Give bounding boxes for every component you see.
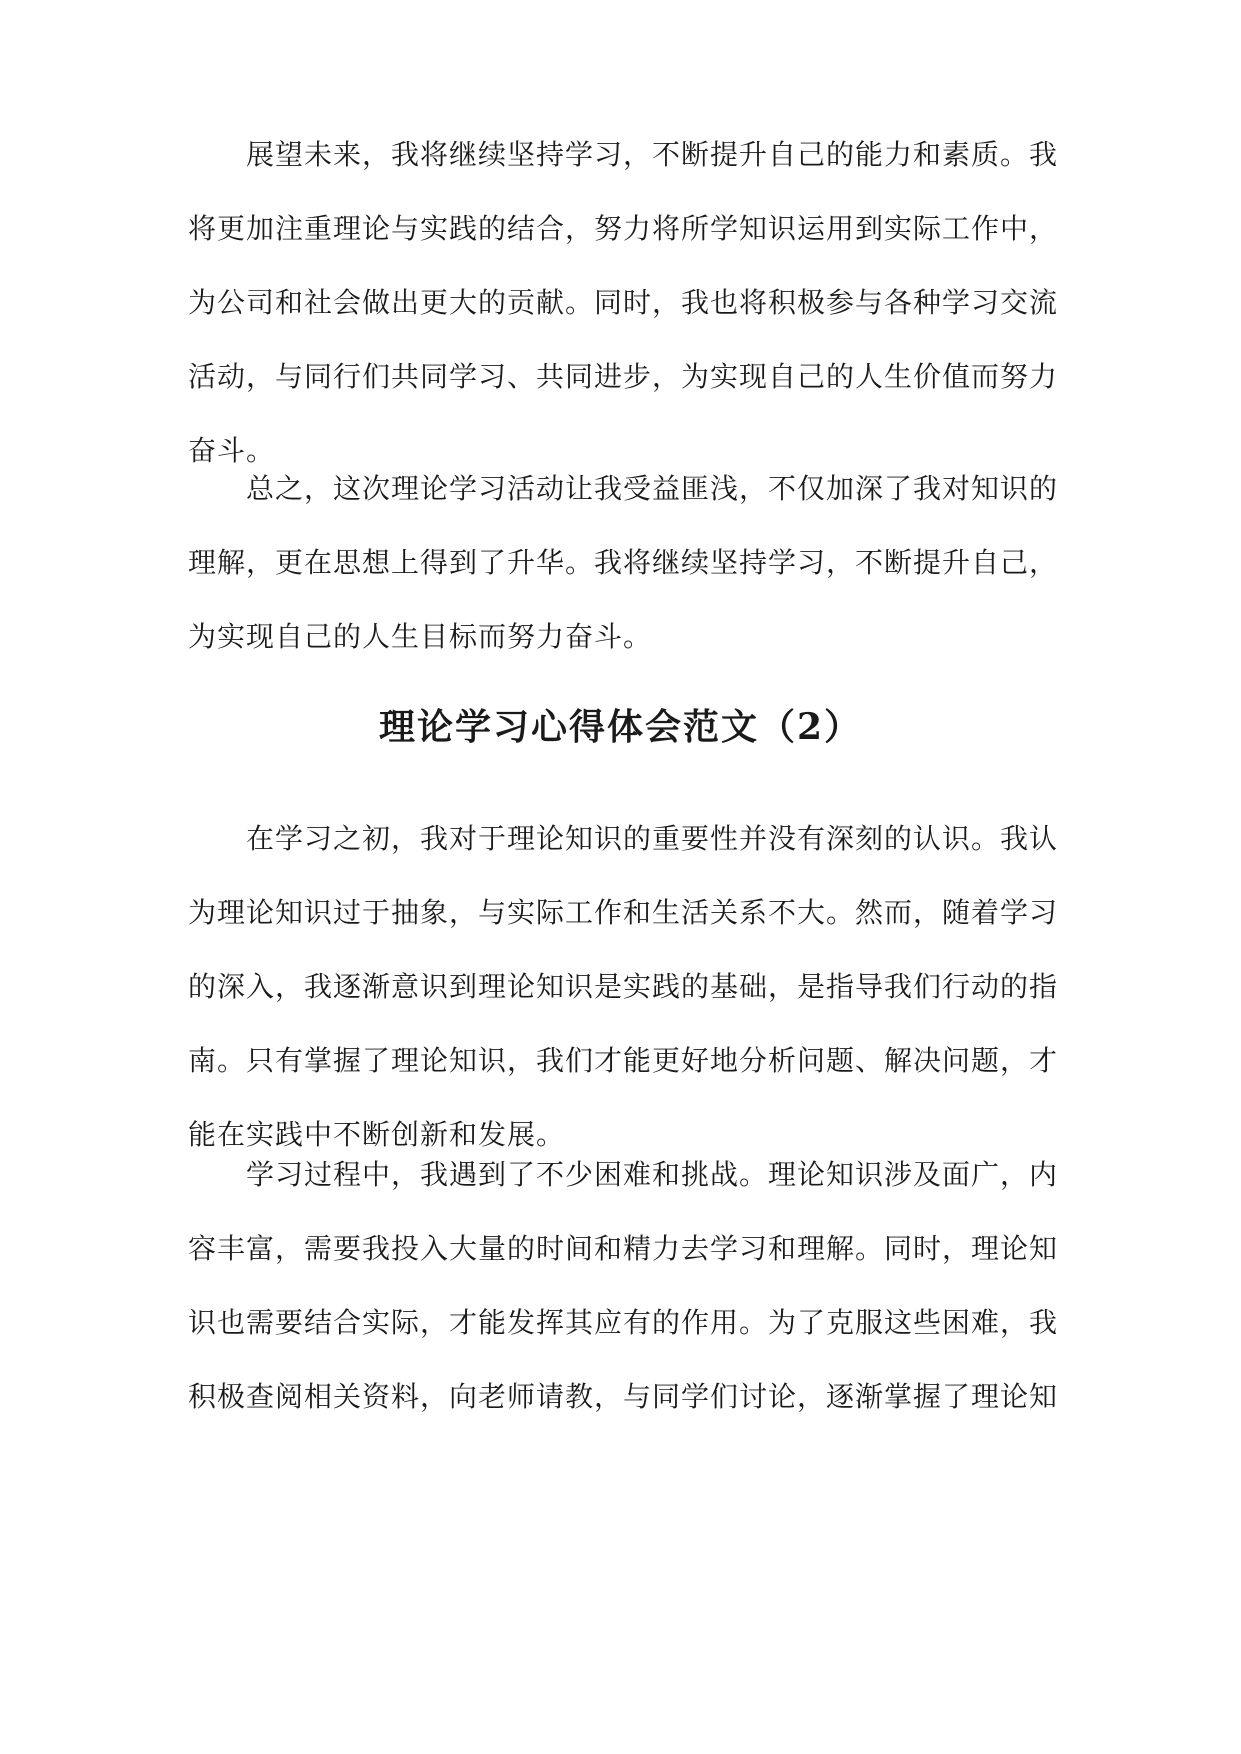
text-line: 为实现自己的人生目标而努力奋斗。 [188, 620, 653, 653]
text-line: 活动，与同行们共同学习、共同进步，为实现自己的人生价值而努力 [188, 360, 1059, 393]
text-line: 积极查阅相关资料，向老师请教，与同学们讨论，逐渐掌握了理论知 [188, 1380, 1059, 1413]
text-line: 的深入，我逐渐意识到理论知识是实践的基础，是指导我们行动的指 [188, 970, 1059, 1003]
text-line: 南。只有掌握了理论知识，我们才能更好地分析问题、解决问题，才 [188, 1044, 1059, 1077]
text-line: 理解，更在思想上得到了升华。我将继续坚持学习，不断提升自己， [188, 546, 1059, 579]
text-line: 为公司和社会做出更大的贡献。同时，我也将积极参与各种学习交流 [188, 286, 1059, 319]
paragraph-process [188, 1138, 1060, 1434]
text-line: 将更加注重理论与实践的结合，努力将所学知识运用到实际工作中， [188, 212, 1059, 245]
text-line: 展望未来，我将继续坚持学习，不断提升自己的能力和素质。我 [246, 138, 1059, 171]
paragraph-summary [188, 452, 1060, 674]
section-heading: 理论学习心得体会范文（2） [378, 706, 863, 748]
text-line: 识也需要结合实际，才能发挥其应有的作用。为了克服这些困难，我 [188, 1306, 1059, 1339]
paragraph-outlook [188, 118, 1060, 488]
text-line: 学习过程中，我遇到了不少困难和挑战。理论知识涉及面广，内 [246, 1158, 1059, 1191]
text-line: 在学习之初，我对于理论知识的重要性并没有深刻的认识。我认 [246, 822, 1059, 855]
text-line: 为理论知识过于抽象，与实际工作和生活关系不大。然而，随着学习 [188, 896, 1059, 929]
paragraph-beginning [188, 802, 1060, 1172]
text-line: 奋斗。 [188, 434, 276, 467]
text-line: 总之，这次理论学习活动让我受益匪浅，不仅加深了我对知识的 [246, 472, 1059, 505]
text-line: 能在实践中不断创新和发展。 [188, 1118, 566, 1151]
text-line: 容丰富，需要我投入大量的时间和精力去学习和理解。同时，理论知 [188, 1232, 1059, 1265]
